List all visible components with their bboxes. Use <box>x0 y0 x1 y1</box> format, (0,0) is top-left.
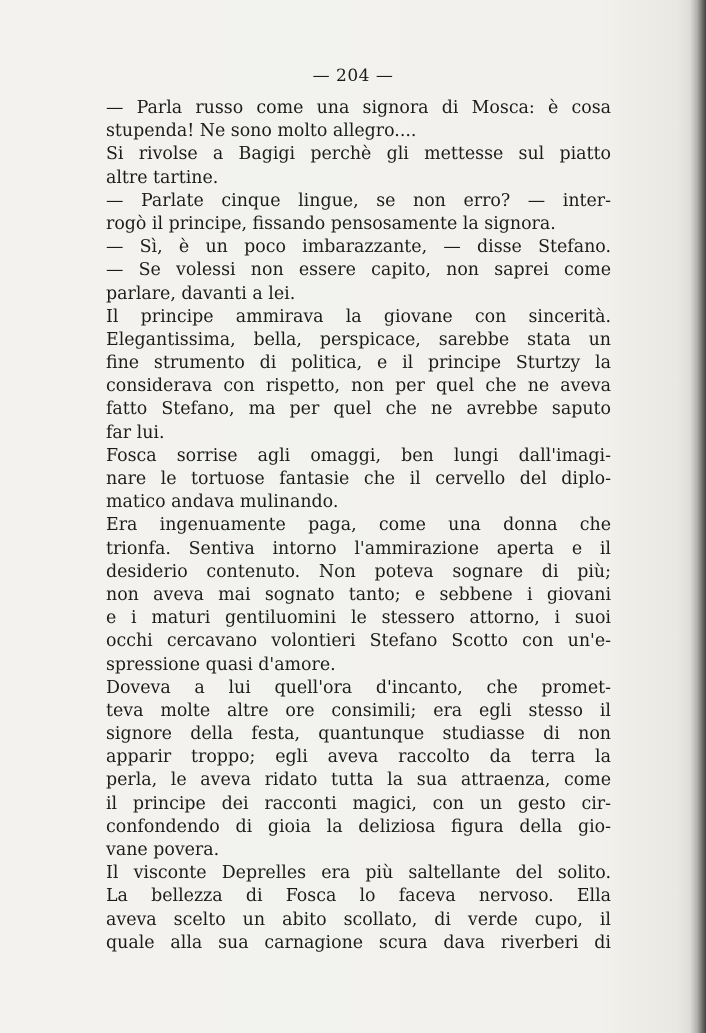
text-line: apparir troppo; egli aveva raccolto da terra la <box>106 747 611 768</box>
text-line: — Parlate cinque lingue, se non erro? — inter- <box>106 190 611 211</box>
text-line: quale alla sua carnagione scura dava riverberi di <box>106 932 611 953</box>
text-line: — Sì, è un poco imbarazzante, — disse Stefano. <box>106 237 611 258</box>
text-line: spressione quasi d'amore. <box>106 654 336 675</box>
text-line: fine strumento di politica, e il principe Sturtzy la <box>106 353 611 374</box>
text-line: stupenda! Ne sono molto allegro.... <box>106 121 417 142</box>
text-line: — Parla russo come una signora di Mosca: è cosa <box>106 98 611 118</box>
page-spine-shadow <box>690 0 706 1033</box>
text-line: e i maturi gentiluomini le stessero attorno, i suoi <box>106 608 611 629</box>
text-line: fatto Stefano, ma per quel che ne avrebbe saputo <box>106 399 611 420</box>
text-line: trionfa. Sentiva intorno l'ammirazione aperta e il <box>106 538 611 559</box>
text-line: aveva scelto un abito scollato, di verde cupo, il <box>106 909 611 930</box>
text-line: nare le tortuose fantasie che il cervello del diplo- <box>106 469 611 489</box>
text-line: occhi cercavano volontieri Stefano Scotto con un'e- <box>106 631 611 652</box>
text-line: teva molte altre ore consimili; era egli stesso il <box>106 700 611 721</box>
text-line: Elegantissima, bella, perspicace, sarebbe stata un <box>106 329 611 350</box>
text-line: La bellezza di Fosca lo faceva nervoso. Ella <box>106 886 611 907</box>
text-line: non aveva mai sognato tanto; e sebbene i giovani <box>106 584 611 605</box>
text-line: rogò il principe, fissando pensosamente la signora. <box>106 213 556 234</box>
text-line: vane povera. <box>106 840 220 860</box>
text-line: — Se volessi non essere capito, non saprei come <box>106 260 611 281</box>
text-line: considerava con rispetto, non per quel che ne aveva <box>106 376 611 397</box>
body-text <box>106 97 611 955</box>
text-line: desiderio contenuto. Non poteva sognare di più; <box>106 561 611 582</box>
text-line: Il visconte Deprelles era più saltellante del solito. <box>106 863 611 884</box>
text-line: Il principe ammirava la giovane con sincerità. <box>106 306 611 327</box>
text-line: Fosca sorrise agli omaggi, ben lungi dall'imagi- <box>106 445 611 466</box>
text-line: parlare, davanti a lei. <box>106 283 296 304</box>
text-line: matico andava mulinando. <box>106 492 339 513</box>
page-number: — 204 — <box>312 66 394 86</box>
text-line: altre tartine. <box>106 167 219 188</box>
text-line: signore della festa, quantunque studiasse di non <box>106 724 611 745</box>
text-line: confondendo di gioia la deliziosa figura della gio- <box>106 816 611 837</box>
text-line: il principe dei racconti magici, con un gesto cir- <box>106 793 611 814</box>
text-line: Si rivolse a Bagigi perchè gli mettesse sul piatto <box>106 144 611 165</box>
text-line: Doveva a lui quell'ora d'incanto, che promet- <box>106 677 611 698</box>
text-line: far lui. <box>106 422 165 443</box>
text-line: perla, le aveva ridato tutta la sua attraenza, come <box>106 770 611 791</box>
text-line: Era ingenuamente paga, come una donna che <box>106 515 611 536</box>
